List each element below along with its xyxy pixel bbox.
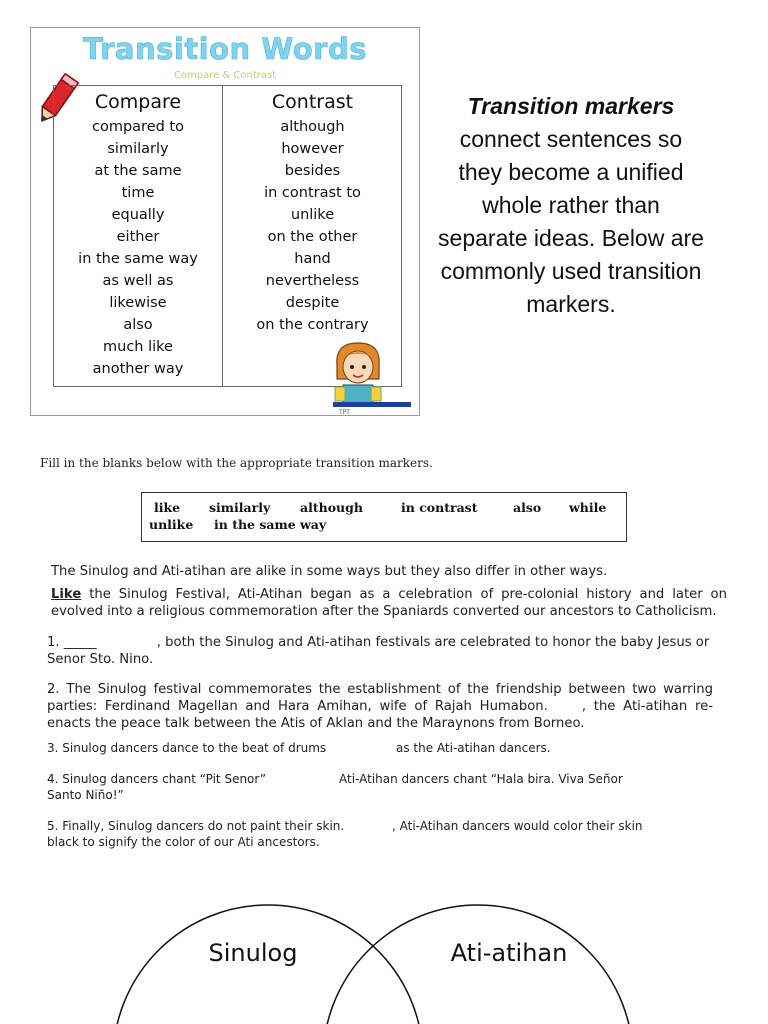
compare-item: equally — [111, 207, 165, 223]
q2-rest: , the Ati-atihan re-enacts the peace talk between the Atis of Aklan and the Maraynons from Borneo. — [47, 699, 713, 731]
intro-rest: connect sentences so they become a unified whole rather than separate ideas. Below are commonly used transition markers. — [438, 126, 704, 317]
compare-item: at the same — [94, 163, 182, 179]
poster-title: Transition Words — [83, 32, 367, 66]
contrast-item: despite — [285, 295, 340, 311]
contrast-item: hand — [294, 251, 331, 267]
word-option: unlike — [149, 517, 194, 532]
girl-reading-icon — [323, 335, 393, 405]
example-sentence — [51, 586, 727, 634]
contrast-item: in contrast to — [264, 185, 361, 201]
q4-text: 4. Sinulog dancers chant “Pit Senor” — [47, 772, 267, 786]
contrast-item: although — [280, 119, 345, 135]
word-option: also — [513, 500, 542, 515]
q3-text-end: as the Ati-atihan dancers. — [396, 741, 551, 755]
compare-item: similarly — [107, 141, 169, 157]
contrast-item: however — [281, 141, 344, 157]
q4-text-cont: Santo Niño!” — [47, 788, 124, 802]
transition-words-poster — [30, 27, 420, 416]
question-2 — [47, 681, 713, 732]
compare-item: in the same way — [78, 251, 198, 267]
example-answer: Like — [51, 587, 82, 602]
contrast-column — [223, 90, 402, 336]
compare-item: likewise — [109, 295, 167, 311]
venn-diagram — [0, 880, 768, 1024]
instructions: Fill in the blanks below with the appropriate transition markers. — [40, 456, 433, 470]
compare-item: also — [123, 317, 153, 333]
contrast-item: nevertheless — [265, 273, 360, 289]
word-option: while — [569, 500, 607, 515]
poster-credit: TPT — [339, 409, 350, 416]
q5-text-end: , Ati-Atihan dancers would color their skin — [392, 819, 643, 833]
word-option: in the same way — [214, 517, 327, 532]
compare-column — [54, 90, 222, 380]
question-1 — [47, 634, 727, 668]
contrast-item: unlike — [290, 207, 335, 223]
q4-text-end: Ati-Atihan dancers chant “Hala bira. Viva Señor — [339, 772, 623, 786]
intro-bold: Transition markers — [467, 93, 675, 119]
compare-item: compared to — [92, 119, 184, 135]
intro-text — [438, 90, 704, 321]
poster-blue-bar — [333, 402, 411, 407]
word-option: although — [300, 500, 363, 515]
q2-text: 2. The Sinulog festival commemorates the establishment of the friendship between two warring parties: Ferdinand Magellan and Hara Amihan, wife of Rajah Humabon. — [47, 682, 713, 714]
venn-right-label: Ati-atihan — [450, 939, 568, 967]
word-option: similarly — [209, 500, 271, 515]
poster-subtitle: Compare & Contrast — [173, 70, 277, 81]
compare-item: either — [116, 229, 160, 245]
venn-left-label: Sinulog — [208, 939, 298, 967]
contrast-heading: Contrast — [271, 91, 354, 113]
q5-text: 5. Finally, Sinulog dancers do not paint their skin. — [47, 819, 345, 833]
contrast-item: on the other — [267, 229, 358, 245]
word-box — [141, 492, 627, 542]
compare-item: much like — [103, 339, 173, 355]
q1-blank: 1. _____ — [47, 635, 97, 650]
compare-item: another way — [92, 361, 184, 377]
compare-item: time — [121, 185, 155, 201]
q3-text: 3. Sinulog dancers dance to the beat of drums — [47, 741, 327, 755]
word-option: like — [154, 500, 181, 515]
exercise-intro: The Sinulog and Ati-atihan are alike in some ways but they also differ in other ways. — [51, 564, 608, 579]
contrast-item: besides — [284, 163, 341, 179]
q5-text-cont: black to signify the color of our Ati ancestors. — [47, 835, 320, 849]
compare-heading: Compare — [94, 91, 182, 113]
example-rest: the Sinulog Festival, Ati-Atihan began as a celebration of pre-colonial history and later on evolved into a religious commemoration after the Spaniards converted our ancestors to Catholicism. — [51, 587, 727, 619]
contrast-item: on the contrary — [256, 317, 369, 333]
word-option: in contrast — [401, 500, 478, 515]
q1-text: , both the Sinulog and Ati-atihan festivals are celebrated to honor the baby Jesus or Senor Sto. Nino. — [47, 635, 710, 667]
compare-item: as well as — [102, 273, 174, 289]
